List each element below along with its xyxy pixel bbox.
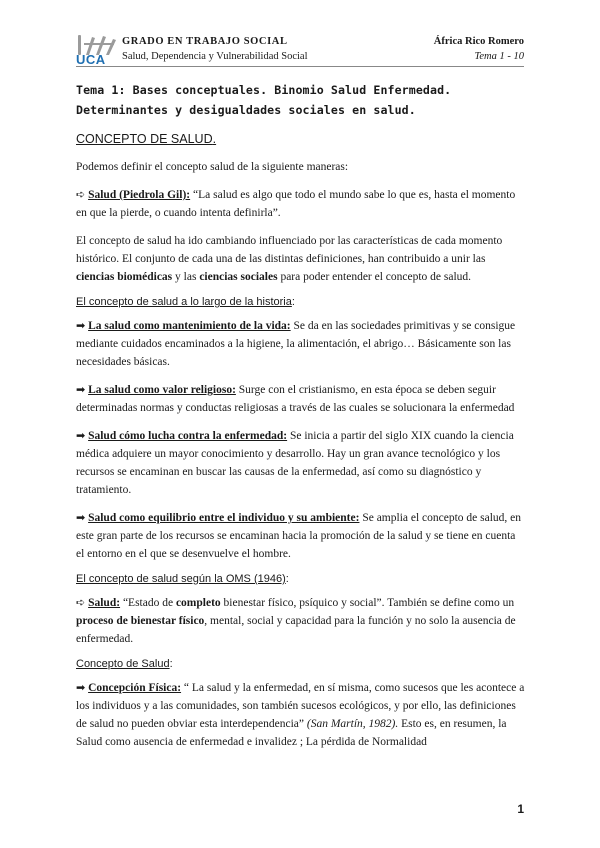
item-text: Surge con el cristianismo, en esta época se deben seguir determinadas normas y conductas religiosas a través de las cuales se solucionara la enfermedad (76, 384, 515, 414)
paragraph-text: para poder entender el concepto de salud. (277, 271, 472, 283)
right-arrow-icon: ➡ (76, 319, 86, 332)
subheading-text: Concepto de Salud (76, 658, 170, 670)
degree-title: GRADO EN TRABAJO SOCIAL (122, 36, 288, 47)
history-item (76, 381, 526, 417)
right-arrow-icon: ➡ (76, 511, 86, 524)
intro-paragraph: Podemos definir el concepto salud de la siguiente maneras: (76, 161, 349, 173)
definition-label: Salud (Piedrola Gil): (88, 189, 191, 201)
topic-reference: Tema 1 - 10 (474, 51, 524, 62)
definition-text: “Estado de (120, 597, 176, 609)
history-item (76, 317, 526, 371)
item-text: Se da en las sociedades primitivas y se consigue mediante cuidados encaminados a la higiene, la alimentación, el abrigo… Básicamente son las necesidades básicas. (76, 320, 516, 368)
item-label: La salud como mantenimiento de la vida: (88, 320, 291, 332)
hollow-arrow-icon: ➪ (76, 188, 86, 201)
section-heading-concept (76, 132, 526, 146)
history-item (76, 509, 526, 563)
physical-conception (76, 679, 526, 751)
right-arrow-icon: ➡ (76, 681, 86, 694)
history-list (76, 317, 526, 563)
item-text: Se amplia el concepto de salud, en este gran parte de los recursos se encaminan hacia la promoción de la salud y se tiene en cuenta el entorno en el que se desenvuelve el hombre. (76, 512, 522, 560)
right-arrow-icon: ➡ (76, 383, 86, 396)
historical-change-paragraph (76, 232, 526, 286)
item-text: Se inicia a partir del siglo XIX cuando la ciencia médica adquiere un mayor conocimiento y desarrollo. Hay un gran avance tecnológico y los recursos se encaminan en buscar las causas de la enfermedad, así como su diagnóstico y tratamiento. (76, 430, 514, 496)
author-name: África Rico Romero (433, 36, 524, 47)
definition-text: “ La salud y la enfermedad, en sí misma, como sucesos que les acontece a los individuos y a las comunidades, son también sucesos ecológicos, y por ello, las definiciones de salud no pueden obviar esta interdependencia” (76, 682, 525, 730)
definition-text: Esto es, en resumen, la Salud como ausencia de enfermedad e invalidez ; La pérdida de Normalidad (76, 718, 507, 748)
hollow-arrow-icon: ➪ (76, 596, 86, 609)
oms-definition (76, 594, 526, 648)
definition-text: “La salud es algo que todo el mundo sabe lo que es, hasta el momento en que la pierde, o cuando intenta definirla”. (76, 189, 516, 219)
document-body (76, 80, 526, 761)
bold-term: proceso de bienestar físico (76, 615, 205, 627)
definition-text: bienestar físico, psíquico y social”. También se define como un (220, 597, 515, 609)
header-left (122, 34, 308, 64)
subheading-text: El concepto de salud según la OMS (1946) (76, 573, 286, 585)
bold-term: ciencias sociales (199, 271, 278, 283)
subheading-oms (76, 573, 526, 585)
right-arrow-icon: ➡ (76, 429, 86, 442)
header-divider (76, 66, 524, 67)
citation: (San Martín, 1982). (306, 718, 399, 730)
subheading-colon: : (291, 296, 295, 308)
subheading-concept (76, 658, 526, 670)
definition-text: , mental, social y capacidad para la función y no solo la ausencia de enfermedad. (76, 615, 516, 645)
paragraph-text: y las (172, 271, 200, 283)
definition-label: Concepción Física: (88, 682, 182, 694)
header-right (434, 34, 524, 64)
section-heading-text: CONCEPTO DE SALUD (76, 132, 213, 146)
page-number: 1 (517, 802, 524, 816)
subheading-text: El concepto de salud a lo largo de la historia (76, 296, 292, 308)
subheading-history (76, 296, 526, 308)
bold-term: ciencias biomédicas (76, 271, 173, 283)
item-label: Salud cómo lucha contra la enfermedad: (88, 430, 288, 442)
paragraph-text: El concepto de salud ha ido cambiando influenciado por las características de cada momento histórico. El conjunto de cada una de las distintas definiciones, han contribuido a unir las (76, 235, 503, 265)
bold-term: completo (175, 597, 221, 609)
subheading-colon: : (169, 658, 173, 670)
item-label: Salud como equilibrio entre el individuo y su ambiente: (88, 512, 360, 524)
definition-label: Salud: (88, 597, 121, 609)
topic-title: Tema 1: Bases conceptuales. Binomio Salud Enfermedad. Determinantes y desigualdades sociales en salud. (76, 83, 452, 117)
item-label: La salud como valor religioso: (88, 384, 236, 396)
subject-title: Salud, Dependencia y Vulnerabilidad Social (122, 51, 308, 62)
piedrola-definition (76, 186, 526, 222)
heading-dot: . (212, 132, 217, 146)
subheading-colon: : (285, 573, 289, 585)
history-item (76, 427, 526, 499)
logo-text: UCA (76, 52, 106, 67)
